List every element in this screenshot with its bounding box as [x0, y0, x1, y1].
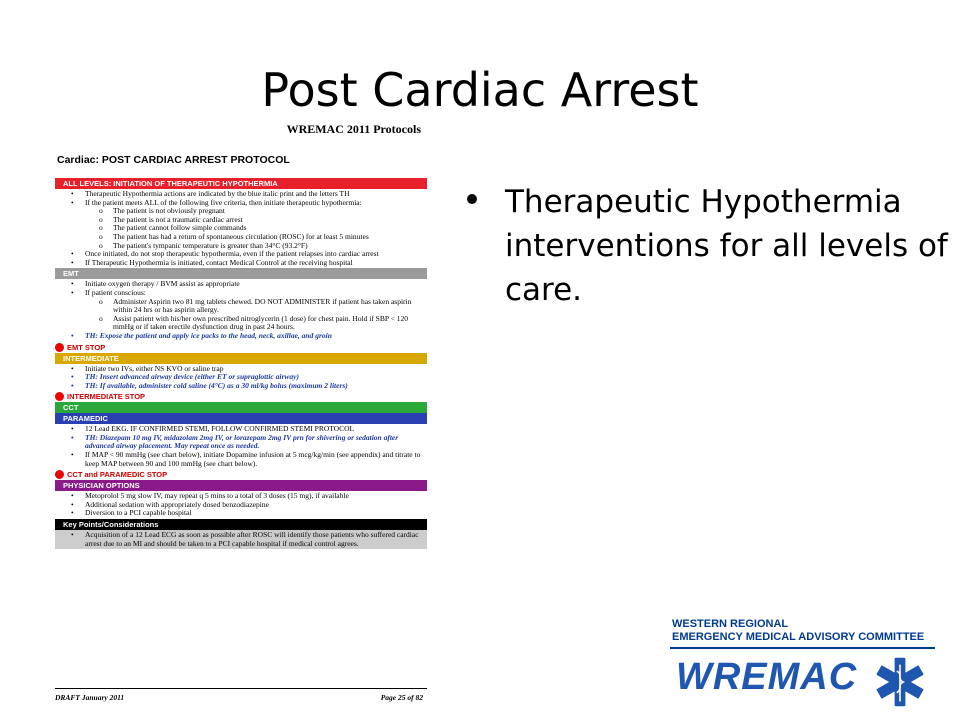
list-item: • 12 Lead EKG. IF CONFIRMED STEMI, FOLLOW CONFIRMED STEMI PROTOCOL: [55, 425, 427, 434]
star-of-life-icon: [873, 655, 927, 709]
section-items: [55, 491, 427, 519]
list-item: • Additional sedation with appropriately dosed benzodiazepine: [55, 501, 427, 510]
section-label: CCT and PARAMEDIC STOP: [67, 470, 168, 480]
bullet-dot-icon: [467, 194, 477, 204]
section-label: PARAMEDIC: [63, 414, 108, 424]
org-name-line2: EMERGENCY MEDICAL ADVISORY COMMITTEE: [672, 631, 925, 643]
list-item: • Initiate oxygen therapy / BVM assist as appropriate: [55, 280, 427, 289]
section-label: EMT STOP: [67, 342, 106, 352]
list-item: • Therapeutic Hypothermia actions are indicated by the blue italic print and the letters TH: [55, 190, 427, 199]
section-items: [55, 530, 427, 549]
stop-marker: [55, 342, 427, 353]
list-item: • Once initiated, do not stop therapeutic hypothermia, even if the patient relapses into cardiac arrest: [55, 250, 427, 259]
stop-dot-icon: [55, 392, 64, 401]
bullet-text: Therapeutic Hypothermia interventions for all levels of care.: [505, 184, 948, 308]
section-header: [55, 353, 427, 364]
section-label: EMT: [63, 269, 79, 279]
logo-divider: [670, 647, 935, 649]
footer-page-number: Page 25 of 82: [380, 693, 423, 702]
document-header: WREMAC 2011 Protocols: [286, 122, 421, 136]
bullet-list: [475, 180, 955, 312]
stop-dot-icon: [55, 470, 64, 479]
list-item: • Diversion to a PCI capable hospital: [55, 509, 427, 518]
section-items: [55, 189, 427, 268]
section-items: [55, 424, 427, 469]
section-header: [55, 519, 427, 530]
list-item: • TH: Expose the patient and apply ice packs to the head, neck, axillae, and groin: [55, 332, 427, 341]
list-item: • TH: Insert advanced airway device (either ET or supraglottic airway): [55, 373, 427, 382]
sub-list-item: o The patient's tympanic temperature is greater than 34°C (93.2°F): [55, 242, 427, 251]
section-header: [55, 480, 427, 491]
section-label: INTERMEDIATE: [63, 353, 119, 363]
slide-title: Post Cardiac Arrest: [261, 63, 699, 117]
sub-list-item: o Assist patient with his/her own prescribed nitroglycerin (1 dose) for chest pain. Hold if SBP < 120 mmHg or if taken erectile dysfunction drug in past 24 hours.: [55, 315, 427, 332]
sub-list-item: o The patient is not a traumatic cardiac arrest: [55, 216, 427, 225]
section-items: [55, 364, 427, 392]
list-item: • Metoprolol 5 mg slow IV, may repeat q 5 mins to a total of 3 doses (15 mg), if available: [55, 492, 427, 501]
section-label: ALL LEVELS: INITIATION OF THERAPEUTIC HYPOTHERMIA: [63, 179, 278, 188]
protocol-sections: [55, 178, 427, 549]
footer-draft-date: DRAFT January 2011: [55, 693, 125, 702]
section-items: [55, 279, 427, 341]
section-header: [55, 413, 427, 424]
list-item: • If Therapeutic Hypothermia is initiated, contact Medical Control at the receiving hospital: [55, 259, 427, 268]
stop-dot-icon: [55, 343, 64, 352]
logo-wordmark: WREMAC: [676, 656, 858, 698]
wremac-logo: [660, 610, 950, 710]
list-item: • If MAP < 90 mmHg (see chart below), initiate Dopamine infusion at 5 mcg/kg/min (see appendix) and titrate to keep MAP between 90 and 100 mmHg (see chart below).: [55, 451, 427, 468]
document-footer: [55, 688, 427, 702]
section-header: [55, 402, 427, 413]
sub-list-item: o Administer Aspirin two 81 mg tablets chewed. DO NOT ADMINISTER if patient has taken aspirin within 24 hrs or has aspirin allergy.: [55, 298, 427, 315]
section-label: Key Points/Considerations: [63, 520, 159, 530]
section-label: PHYSICIAN OPTIONS: [63, 481, 140, 491]
stop-marker: [55, 391, 427, 402]
sub-list-item: o The patient has had a return of spontaneous circulation (ROSC) for at least 5 minutes: [55, 233, 427, 242]
section-label: INTERMEDIATE STOP: [67, 392, 146, 402]
section-label: CCT: [63, 403, 79, 413]
section-header: [55, 178, 427, 189]
list-item: • TH: Diazepam 10 mg IV, midazolam 2mg IV, or lorazepam 2mg IV prn for shivering or sedation after advanced airway placement. May repeat once as needed.: [55, 434, 427, 451]
list-item: • If patient conscious:: [55, 289, 427, 298]
sub-list-item: o The patient is not obviously pregnant: [55, 207, 427, 216]
sub-list-item: o The patient cannot follow simple commands: [55, 224, 427, 233]
list-item: • TH: If available, administer cold saline (4°C) as a 30 ml/kg bolus (maximum 2 liters): [55, 382, 427, 391]
section-header: [55, 268, 427, 279]
stop-marker: [55, 469, 427, 480]
document-title: Cardiac: POST CARDIAC ARREST PROTOCOL: [57, 154, 290, 166]
list-item: • Acquisition of a 12 Lead ECG as soon as possible after ROSC will identify those patients who suffered cardiac arrest due to an MI and should be taken to a PCI capable hospital if medical control agrees.: [55, 531, 427, 548]
list-item: • If the patient meets ALL of the following five criteria, then initiate therapeutic hypothermia:: [55, 199, 427, 208]
list-item: • Initiate two IVs, either NS KVO or saline trap: [55, 365, 427, 374]
org-name-line1: WESTERN REGIONAL: [672, 618, 789, 630]
protocol-document: [55, 122, 427, 702]
